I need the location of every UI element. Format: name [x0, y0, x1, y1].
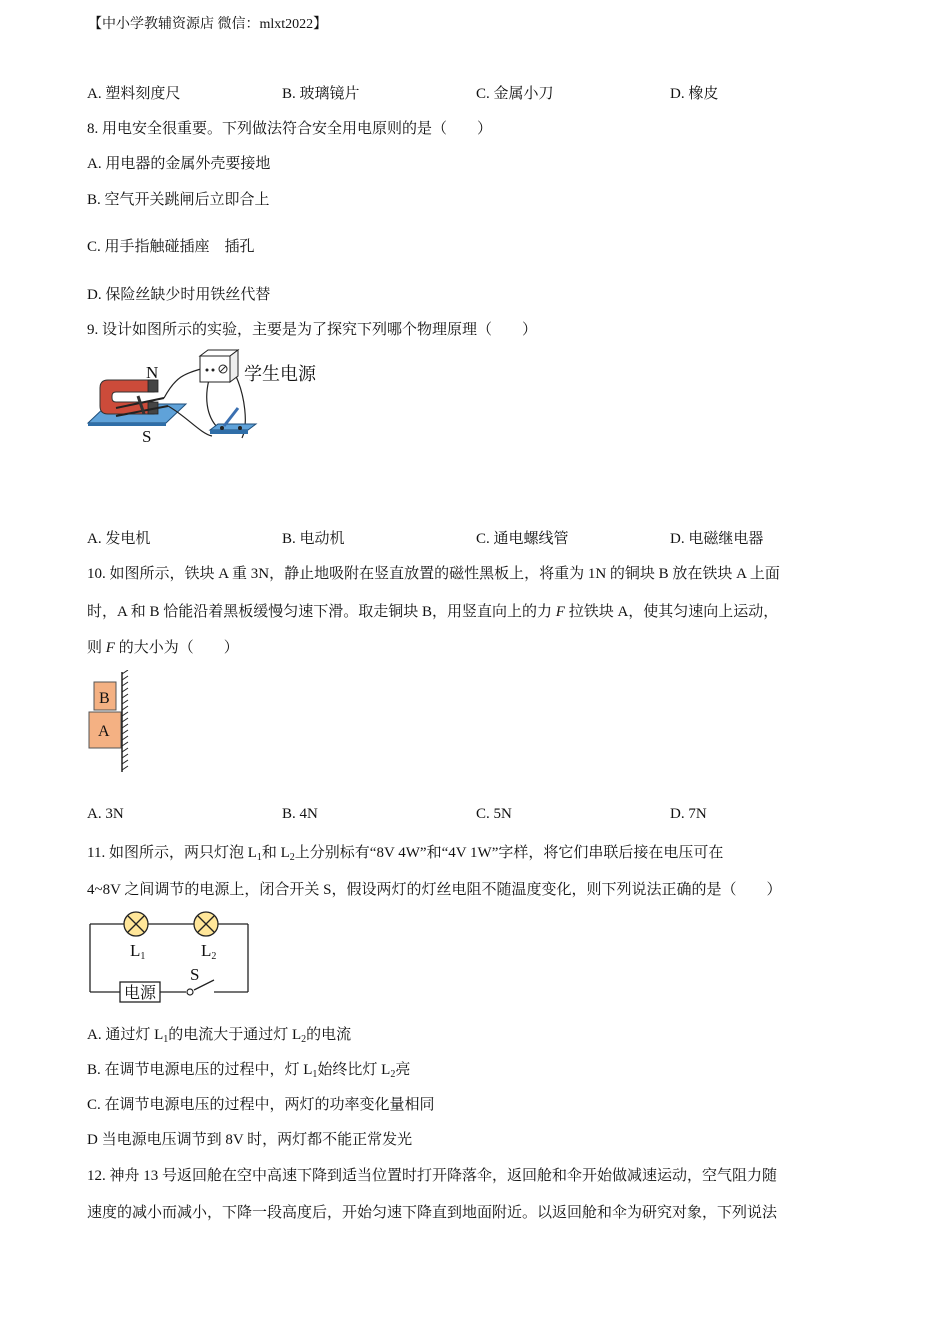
q9-option-b: B. 电动机: [282, 531, 345, 547]
q10-line2: 时，A 和 B 恰能沿着黑板缓慢匀速下滑。取走铜块 B，用竖直向上的力 F 拉铁块 A，使其匀速向上运动，: [87, 604, 779, 620]
q10-option-c: C. 5N: [476, 806, 512, 822]
q10-block-b-label: B: [99, 690, 110, 707]
q11-lamp1-label: L1: [130, 941, 146, 962]
q7-option-a: A. 塑料刻度尺: [87, 86, 181, 102]
q10-option-a: A. 3N: [87, 806, 124, 822]
q11-line2: 4~8V 之间调节的电源上，闭合开关 S，假设两灯的灯丝电阻不随温度变化，则下列说法正确的是（ ）: [87, 882, 782, 898]
q11-option-b: B. 在调节电源电压的过程中，灯 $L_1$始终比灯 $L_2$亮: [87, 1062, 411, 1080]
q10-block-a-label: A: [98, 723, 110, 740]
q9-figure-power-label: 学生电源: [244, 364, 316, 384]
q8-option-c: C. 用手指触碰插座 插孔: [87, 239, 255, 255]
q8-option-d: D. 保险丝缺少时用铁丝代替: [87, 287, 271, 303]
q12-line2: 速度的减小而减小，下降一段高度后，开始匀速下降直到地面附近。以返回舱和伞为研究对象，下列说法: [87, 1205, 778, 1221]
q7-option-c: C. 金属小刀: [476, 86, 554, 102]
q8-option-b: B. 空气开关跳闸后立即合上: [87, 192, 270, 208]
q10-option-b: B. 4N: [282, 806, 318, 822]
q11-circuit-figure: [86, 908, 254, 1008]
q11-switch-label: S: [190, 965, 200, 984]
page-header: 【中小学教辅资源店 微信：mlxt2022】: [88, 17, 328, 32]
q9-option-d: D. 电磁继电器: [670, 531, 764, 547]
q11-option-d: D 当电源电压调节到 8V 时，两灯都不能正常发光: [87, 1132, 413, 1148]
q11-option-c: C. 在调节电源电压的过程中，两灯的功率变化量相同: [87, 1097, 435, 1113]
q9-stem: 9. 设计如图所示的实验，主要是为了探究下列哪个物理原理（ ）: [87, 322, 538, 338]
q9-option-a: A. 发电机: [87, 531, 151, 547]
q10-option-d: D. 7N: [670, 806, 707, 822]
q12-line1: 12. 神舟 13 号返回舱在空中高速下降到适当位置时打开降落伞，返回舱和伞开始做减速运动，空气阻力随: [87, 1168, 778, 1184]
q8-option-a: A. 用电器的金属外壳要接地: [87, 156, 271, 172]
q11-option-a: A. 通过灯 $L_1$的电流大于通过灯 $L_2$的电流: [87, 1027, 352, 1045]
q9-option-c: C. 通电螺线管: [476, 531, 569, 547]
q7-option-d: D. 橡皮: [670, 86, 719, 102]
q9-figure-north-label: N: [146, 363, 159, 382]
q11-lamp2-label: L2: [201, 941, 217, 962]
q10-blocks-figure: [86, 670, 136, 776]
q10-line3: 则 F 的大小为（ ）: [87, 640, 239, 656]
q11-line1: 11. 如图所示，两只灯泡 $L_1$和 $L_2$上分别标有“8V 4W”和“4V 1W”字样，将它们串联后接在电压可在: [87, 845, 724, 863]
q8-stem: 8. 用电安全很重要。下列做法符合安全用电原则的是（ ）: [87, 121, 493, 137]
q10-line1: 10. 如图所示，铁块 A 重 3N，静止地吸附在竖直放置的磁性黑板上，将重为 1N 的铜块 B 放在铁块 A 上面: [87, 566, 780, 582]
q11-source-label: 电源: [124, 985, 157, 1002]
q9-motor-experiment-figure: [86, 346, 336, 451]
q9-figure-south-label: S: [142, 427, 152, 446]
q7-option-b: B. 玻璃镜片: [282, 86, 360, 102]
